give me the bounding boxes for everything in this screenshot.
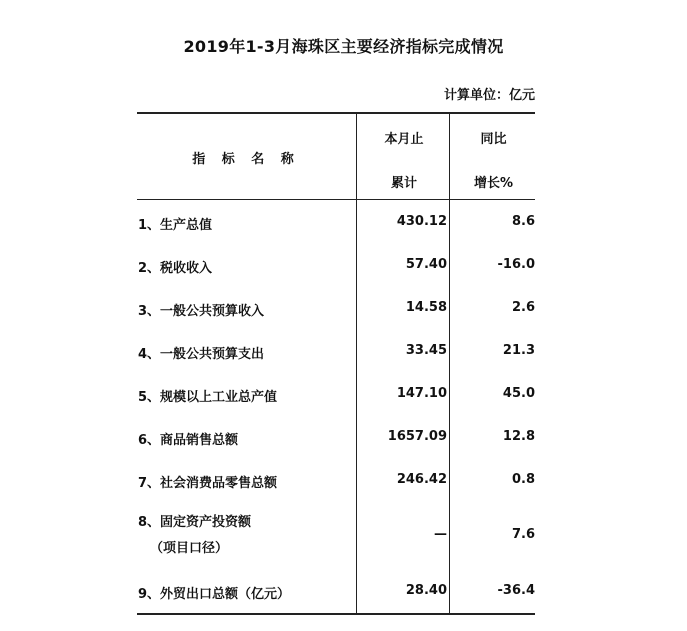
row-name: 2、税收收入 [138, 261, 213, 276]
row-name: 8、固定资产投资额 [138, 515, 252, 530]
row-cumulative-value: 28.40 [405, 583, 447, 598]
row-name: 3、一般公共预算收入 [138, 304, 265, 319]
row-name: 5、规模以上工业总产值 [138, 390, 278, 405]
row-name: 4、一般公共预算支出 [138, 347, 265, 362]
row-name: 7、社会消费品零售总额 [138, 476, 278, 491]
row-cumulative-value: 57.40 [405, 257, 447, 272]
header-indicator-name: 指 标 名 称 [192, 152, 300, 167]
row-cumulative-value: 430.12 [396, 214, 447, 229]
header-growth-line2: 增长% [473, 176, 514, 191]
row-growth-value: 45.0 [502, 386, 535, 401]
row-name: 9、外贸出口总额（亿元） [138, 587, 291, 602]
table-top-border [137, 112, 535, 114]
page-title: 2019年1-3月海珠区主要经济指标完成情况 [183, 37, 504, 56]
column-divider-1 [356, 112, 357, 614]
unit-label: 计算单位：亿元 [443, 88, 535, 103]
row-name-subtitle: （项目口径） [150, 541, 229, 556]
header-cumulative-line1: 本月止 [384, 132, 424, 147]
row-name: 1、生产总值 [138, 218, 213, 233]
row-growth-value: 8.6 [511, 214, 535, 229]
header-cumulative-line2: 累计 [390, 176, 417, 191]
column-divider-2 [449, 112, 450, 614]
row-growth-value: 2.6 [511, 300, 535, 315]
row-growth-value: 7.6 [511, 527, 535, 542]
row-cumulative-value: 147.10 [396, 386, 447, 401]
row-growth-value: -36.4 [497, 583, 535, 598]
row-name: 6、商品销售总额 [138, 433, 239, 448]
row-growth-value: 12.8 [502, 429, 535, 444]
row-growth-value: 21.3 [502, 343, 535, 358]
row-cumulative-value: 14.58 [405, 300, 447, 315]
row-growth-value: 0.8 [511, 472, 535, 487]
header-growth-line1: 同比 [480, 132, 507, 147]
header-bottom-border [137, 199, 535, 200]
table-bottom-border [137, 613, 535, 615]
row-growth-value: -16.0 [497, 257, 535, 272]
row-cumulative-value: 246.42 [396, 472, 447, 487]
row-cumulative-value: — [434, 527, 447, 542]
row-cumulative-value: 33.45 [405, 343, 447, 358]
row-cumulative-value: 1657.09 [387, 429, 447, 444]
